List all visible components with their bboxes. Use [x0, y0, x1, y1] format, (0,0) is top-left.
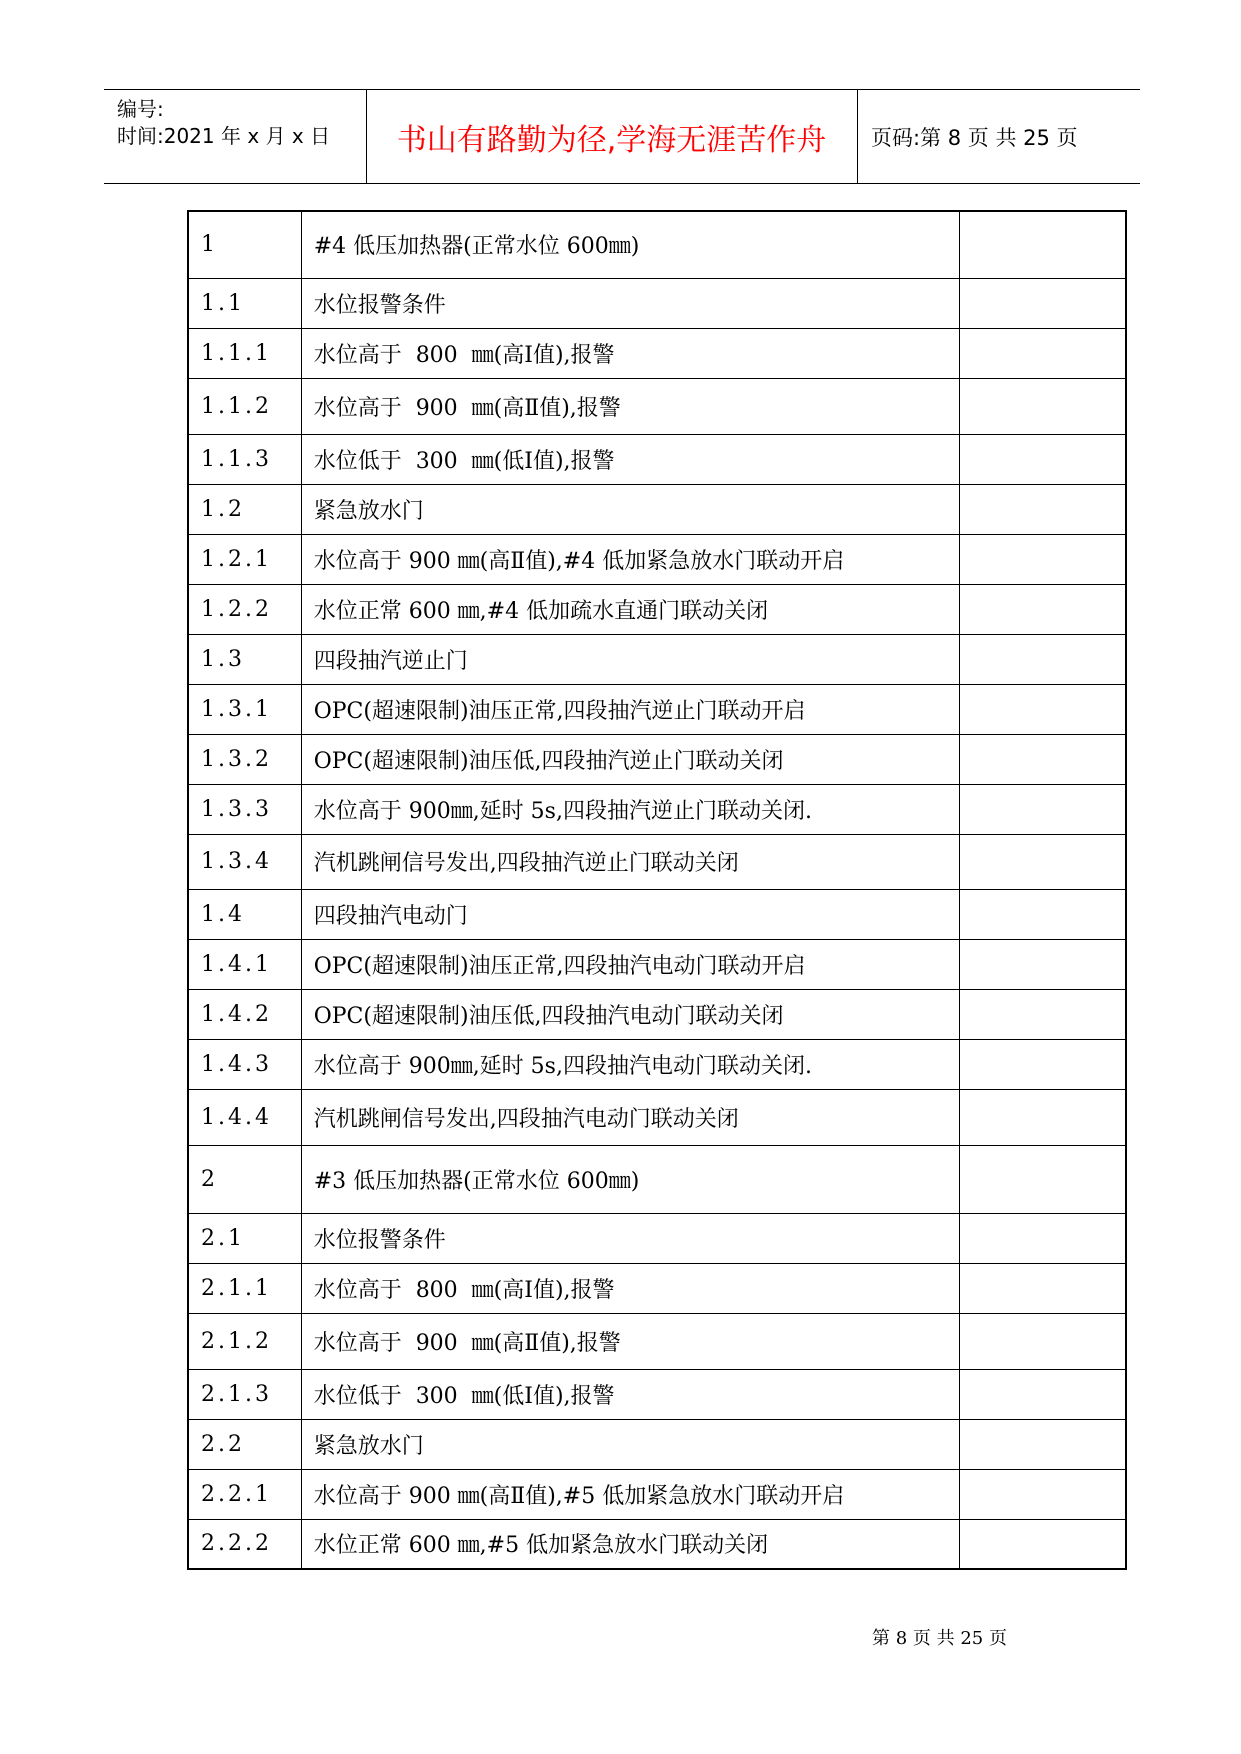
table-row [188, 378, 1126, 434]
row-description: 水位报警条件 [301, 278, 959, 328]
row-remark [959, 1039, 1126, 1089]
table-row [188, 211, 1126, 278]
number-label: 编号: [117, 97, 164, 121]
row-remark [959, 784, 1126, 834]
time-label: 时间:2021 年 x 月 x 日 [117, 124, 331, 148]
table-row [188, 328, 1126, 378]
row-description: 水位高于 900 ㎜(高Ⅱ值),报警 [301, 378, 959, 434]
table-row [188, 1369, 1126, 1419]
row-remark [959, 1145, 1126, 1213]
row-number: 1.4.1 [188, 939, 301, 989]
row-description: OPC(超速限制)油压低,四段抽汽逆止门联动关闭 [301, 734, 959, 784]
table-row [188, 1039, 1126, 1089]
row-remark [959, 1519, 1126, 1569]
row-description: 汽机跳闸信号发出,四段抽汽逆止门联动关闭 [301, 834, 959, 889]
row-number: 1.4 [188, 889, 301, 939]
row-remark [959, 378, 1126, 434]
row-remark [959, 484, 1126, 534]
row-description: 紧急放水门 [301, 1419, 959, 1469]
row-number: 1.2 [188, 484, 301, 534]
table-row [188, 1263, 1126, 1313]
row-description: 水位报警条件 [301, 1213, 959, 1263]
row-description: #3 低压加热器(正常水位 600㎜) [301, 1145, 959, 1213]
table-row [188, 784, 1126, 834]
row-number: 1.3.3 [188, 784, 301, 834]
row-remark [959, 1263, 1126, 1313]
header-meta [104, 90, 367, 183]
table-row [188, 1089, 1126, 1145]
row-description: 水位高于 900㎜,延时 5s,四段抽汽逆止门联动关闭. [301, 784, 959, 834]
row-remark [959, 584, 1126, 634]
table-row [188, 534, 1126, 584]
row-remark [959, 328, 1126, 378]
row-remark [959, 211, 1126, 278]
row-number: 2.2 [188, 1419, 301, 1469]
table-row [188, 889, 1126, 939]
row-number: 1.1.3 [188, 434, 301, 484]
row-remark [959, 634, 1126, 684]
row-number: 1.3.1 [188, 684, 301, 734]
table-row [188, 1313, 1126, 1369]
row-description: 水位低于 300 ㎜(低Ⅰ值),报警 [301, 434, 959, 484]
row-description: 水位正常 600 ㎜,#4 低加疏水直通门联动关闭 [301, 584, 959, 634]
row-number: 1.3.4 [188, 834, 301, 889]
table-row [188, 278, 1126, 328]
row-remark [959, 1369, 1126, 1419]
table-row [188, 834, 1126, 889]
row-description: 水位高于 800 ㎜(高Ⅰ值),报警 [301, 328, 959, 378]
row-number: 2.2.2 [188, 1519, 301, 1569]
row-description: 四段抽汽电动门 [301, 889, 959, 939]
row-description: 四段抽汽逆止门 [301, 634, 959, 684]
table-row [188, 1519, 1126, 1569]
row-number: 1.2.1 [188, 534, 301, 584]
row-description: 水位高于 900㎜,延时 5s,四段抽汽电动门联动关闭. [301, 1039, 959, 1089]
table-row [188, 1213, 1126, 1263]
row-remark [959, 889, 1126, 939]
row-description: 水位高于 800 ㎜(高Ⅰ值),报警 [301, 1263, 959, 1313]
page-header [104, 89, 1140, 184]
row-description: OPC(超速限制)油压正常,四段抽汽逆止门联动开启 [301, 684, 959, 734]
row-number: 1.2.2 [188, 584, 301, 634]
row-remark [959, 1419, 1126, 1469]
row-remark [959, 1213, 1126, 1263]
table-row [188, 434, 1126, 484]
row-description: 水位高于 900 ㎜(高Ⅱ值),#5 低加紧急放水门联动开启 [301, 1469, 959, 1519]
row-number: 1.1.2 [188, 378, 301, 434]
row-number: 1.1.1 [188, 328, 301, 378]
table-row [188, 989, 1126, 1039]
header-motto: 书山有路勤为径,学海无涯苦作舟 [366, 90, 858, 183]
row-remark [959, 1469, 1126, 1519]
row-description: OPC(超速限制)油压正常,四段抽汽电动门联动开启 [301, 939, 959, 989]
row-description: #4 低压加热器(正常水位 600㎜) [301, 211, 959, 278]
row-number: 1.3 [188, 634, 301, 684]
row-number: 2.1 [188, 1213, 301, 1263]
row-description: 紧急放水门 [301, 484, 959, 534]
table-row [188, 939, 1126, 989]
row-remark [959, 734, 1126, 784]
row-number: 1.4.4 [188, 1089, 301, 1145]
content-table-body [188, 211, 1126, 1569]
table-row [188, 484, 1126, 534]
row-remark [959, 278, 1126, 328]
row-description: OPC(超速限制)油压低,四段抽汽电动门联动关闭 [301, 989, 959, 1039]
row-number: 2.2.1 [188, 1469, 301, 1519]
row-remark [959, 939, 1126, 989]
row-number: 1.4.2 [188, 989, 301, 1039]
row-number: 2.1.3 [188, 1369, 301, 1419]
content-table [187, 210, 1127, 1570]
row-remark [959, 834, 1126, 889]
row-remark [959, 989, 1126, 1039]
row-number: 2.1.2 [188, 1313, 301, 1369]
table-row [188, 1419, 1126, 1469]
table-row [188, 584, 1126, 634]
row-description: 水位高于 900 ㎜(高Ⅱ值),#4 低加紧急放水门联动开启 [301, 534, 959, 584]
row-description: 水位低于 300 ㎜(低Ⅰ值),报警 [301, 1369, 959, 1419]
row-number: 1 [188, 211, 301, 278]
row-description: 水位高于 900 ㎜(高Ⅱ值),报警 [301, 1313, 959, 1369]
row-remark [959, 1089, 1126, 1145]
row-number: 1.4.3 [188, 1039, 301, 1089]
row-description: 水位正常 600 ㎜,#5 低加紧急放水门联动关闭 [301, 1519, 959, 1569]
table-row [188, 634, 1126, 684]
row-description: 汽机跳闸信号发出,四段抽汽电动门联动关闭 [301, 1089, 959, 1145]
table-row [188, 734, 1126, 784]
row-number: 1.1 [188, 278, 301, 328]
row-remark [959, 1313, 1126, 1369]
row-number: 1.3.2 [188, 734, 301, 784]
header-page-label: 页码:第 8 页 共 25 页 [871, 125, 1078, 150]
table-row [188, 684, 1126, 734]
row-remark [959, 684, 1126, 734]
row-number: 2 [188, 1145, 301, 1213]
row-remark [959, 534, 1126, 584]
table-row [188, 1469, 1126, 1519]
page-footer: 第 8 页 共 25 页 [872, 1628, 1007, 1649]
table-row [188, 1145, 1126, 1213]
row-number: 2.1.1 [188, 1263, 301, 1313]
row-remark [959, 434, 1126, 484]
